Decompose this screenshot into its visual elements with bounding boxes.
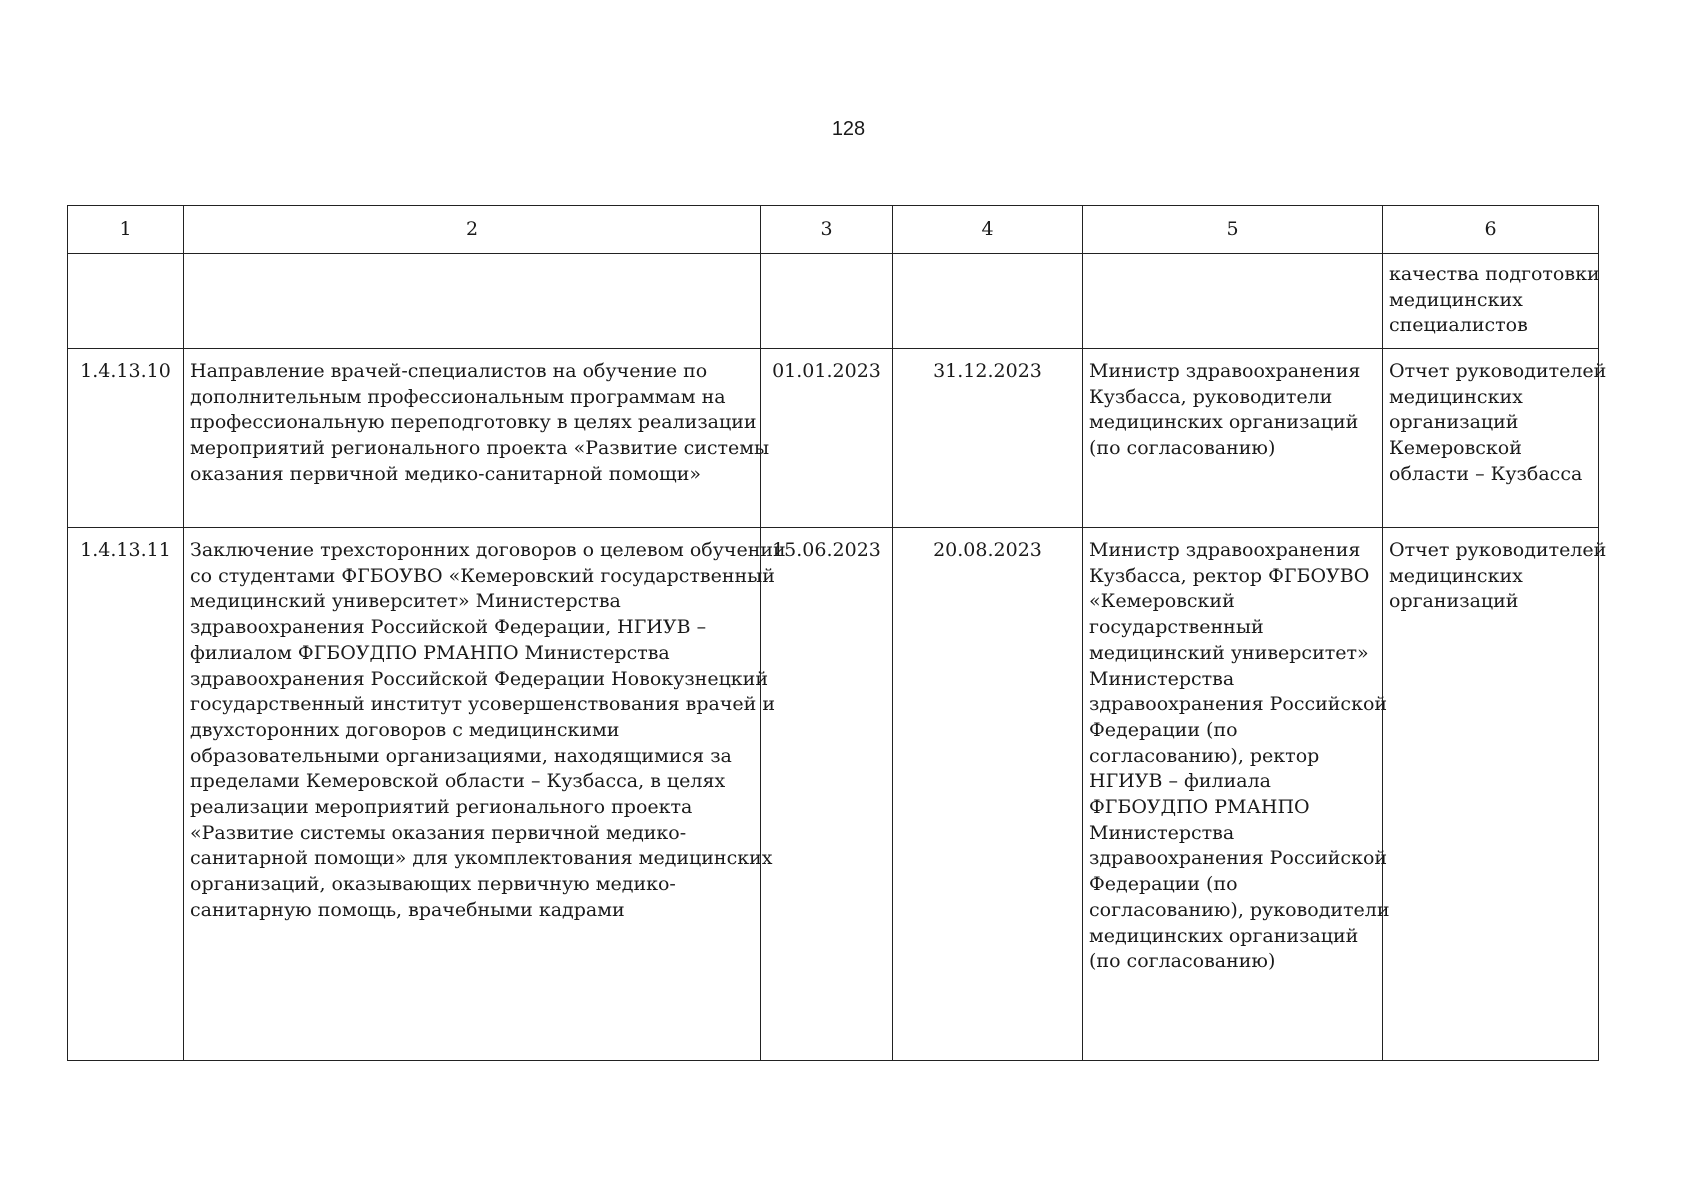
cont-cell-2 <box>184 254 761 349</box>
responsible-cell <box>1083 349 1383 528</box>
text-line: здравоохранения Российской Федерации Новокузнецкий <box>190 667 769 690</box>
text-line: реализации мероприятий регионального проекта <box>190 796 693 819</box>
start-date: 15.06.2023 <box>761 528 893 1061</box>
table-row <box>68 528 1599 1061</box>
text-line: государственный институт усовершенствования врачей и <box>190 693 775 716</box>
text-line: мероприятий регионального проекта «Развитие системы <box>190 437 770 460</box>
text-line: здравоохранения Российской <box>1089 847 1388 870</box>
text-line: «Кемеровский <box>1089 590 1235 613</box>
text-line: двухсторонних договоров с медицинскими <box>190 718 620 741</box>
cont-cell-4 <box>893 254 1083 349</box>
text-line: образовательными организациями, находящимися за <box>190 744 732 767</box>
item-number: 1.4.13.10 <box>68 349 184 528</box>
text-line: Отчет руководителей <box>1389 360 1607 382</box>
text-line: области – Кузбасса <box>1389 462 1583 485</box>
text-line: медицинских организаций <box>1089 924 1359 947</box>
text-line: медицинских <box>1389 288 1523 311</box>
cont-cell-3 <box>761 254 893 349</box>
text-line: (по согласованию) <box>1089 950 1276 973</box>
text-line: здравоохранения Российской <box>1089 693 1388 716</box>
text-line: медицинских <box>1389 385 1523 408</box>
text-line: организаций <box>1389 590 1519 613</box>
text-line: медицинский университет» <box>1089 641 1369 664</box>
end-date: 31.12.2023 <box>893 349 1083 528</box>
text-line: специалистов <box>1389 314 1528 337</box>
text-line: медицинских организаций <box>1089 411 1359 434</box>
header-col-2: 2 <box>184 206 761 254</box>
text-line: Заключение трехсторонних договоров о целевом обучении <box>190 539 786 561</box>
text-line: санитарную помощь, врачебными кадрами <box>190 898 625 921</box>
result-cell <box>1383 528 1607 1061</box>
header-row <box>68 206 1599 254</box>
cont-cell-result <box>1383 254 1599 349</box>
result-cell <box>1383 349 1607 528</box>
header-col-4: 4 <box>893 206 1083 254</box>
text-line: ФГБОУДПО РМАНПО <box>1089 796 1310 819</box>
responsible-cell <box>1083 528 1390 1061</box>
text-line: санитарной помощи» для укомплектования медицинских <box>190 847 773 870</box>
header-col-1: 1 <box>68 206 184 254</box>
text-line: пределами Кемеровской области – Кузбасса, в целях <box>190 770 726 793</box>
text-line: Федерации (по <box>1089 718 1238 741</box>
text-line: государственный <box>1089 616 1264 639</box>
item-number: 1.4.13.11 <box>68 528 184 1061</box>
text-line: медицинский университет» Министерства <box>190 590 621 613</box>
header-col-5: 5 <box>1083 206 1383 254</box>
text-line: Направление врачей-специалистов на обучение по <box>190 360 708 382</box>
text-line: здравоохранения Российской Федерации, НГИУВ – <box>190 616 707 639</box>
text-line: согласованию), ректор <box>1089 744 1320 767</box>
text-line: согласованию), руководители <box>1089 898 1390 921</box>
text-line: оказания первичной медико-санитарной помощи» <box>190 462 701 485</box>
text-line: «Развитие системы оказания первичной медико- <box>190 821 687 844</box>
text-line: организаций, оказывающих первичную медико- <box>190 873 676 896</box>
text-line: медицинских <box>1389 564 1523 587</box>
text-line: Кузбасса, руководители <box>1089 385 1333 408</box>
text-line: Отчет руководителей <box>1389 539 1607 561</box>
text-line: Министр здравоохранения <box>1089 360 1361 382</box>
cont-cell-1 <box>68 254 184 349</box>
activity-cell <box>184 528 786 1061</box>
text-line: со студентами ФГБОУВО «Кемеровский государственный <box>190 564 775 587</box>
text-line: Министр здравоохранения <box>1089 539 1361 561</box>
text-line: Кемеровской <box>1389 437 1522 460</box>
text-line: дополнительным профессиональным программам на <box>190 385 726 408</box>
continuation-row <box>68 254 1599 349</box>
activity-cell <box>184 349 770 528</box>
end-date: 20.08.2023 <box>893 528 1083 1061</box>
text-line: организаций <box>1389 411 1519 434</box>
text-line: Министерства <box>1089 821 1235 844</box>
text-line: Кузбасса, ректор ФГБОУВО <box>1089 564 1370 587</box>
table-row <box>68 349 1599 528</box>
header-col-6: 6 <box>1383 206 1599 254</box>
text-line: Министерства <box>1089 667 1235 690</box>
start-date: 01.01.2023 <box>761 349 893 528</box>
text-line: качества подготовки <box>1389 263 1600 285</box>
cont-cell-5 <box>1083 254 1383 349</box>
plan-table <box>67 205 1607 1061</box>
text-line: (по согласованию) <box>1089 437 1276 460</box>
text-line: НГИУВ – филиала <box>1089 770 1271 793</box>
page-number: 128 <box>831 118 866 140</box>
text-line: Федерации (по <box>1089 873 1238 896</box>
text-line: профессиональную переподготовку в целях реализации <box>190 411 757 434</box>
text-line: филиалом ФГБОУДПО РМАНПО Министерства <box>190 641 670 664</box>
header-col-3: 3 <box>761 206 893 254</box>
